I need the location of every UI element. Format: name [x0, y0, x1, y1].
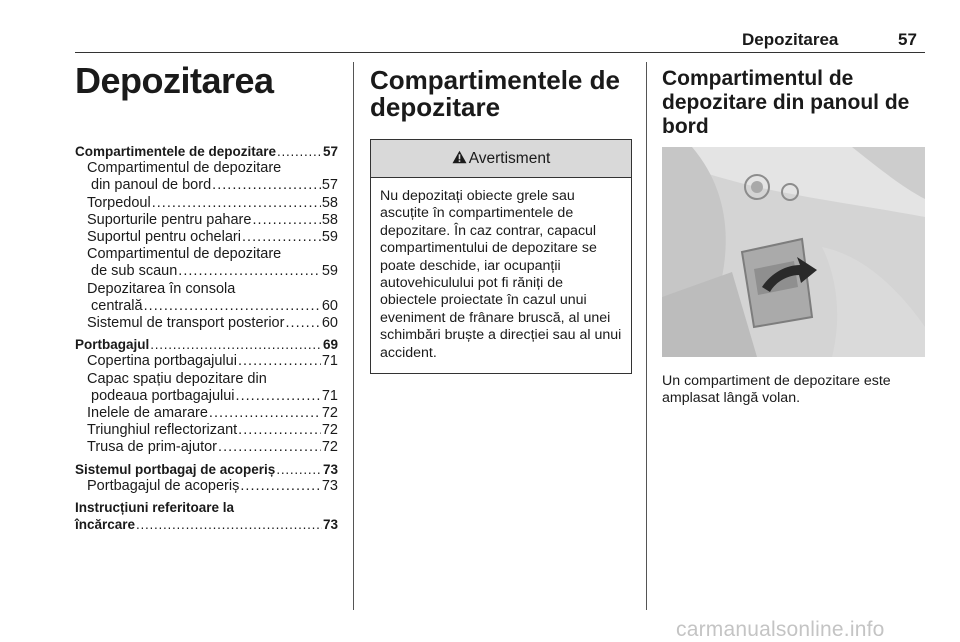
toc-page-number: 72: [321, 439, 338, 456]
toc-dot-leader: [242, 229, 321, 246]
page-number: 57: [898, 30, 917, 49]
column-divider-right: [646, 62, 647, 610]
toc-page-number: 59: [321, 263, 338, 280]
toc-page-number: 69: [322, 337, 338, 353]
toc-entry-text: Sistemul de transport posterior: [87, 315, 285, 332]
toc-dot-leader: [277, 143, 322, 160]
toc-entry[interactable]: [75, 281, 338, 298]
toc-page-number: 58: [321, 194, 338, 211]
toc-entry[interactable]: [75, 212, 338, 229]
toc-entry[interactable]: [75, 315, 338, 332]
toc-dot-leader: [150, 336, 322, 353]
toc-entry-text: Instrucțiuni referitoare la: [75, 500, 235, 516]
toc-dot-leader: [218, 439, 321, 456]
toc-page-number: 57: [322, 144, 338, 159]
toc-entry[interactable]: [75, 422, 338, 439]
toc-page-number: 71: [321, 387, 338, 404]
toc-dot-leader: [212, 177, 321, 194]
toc-entry[interactable]: [75, 263, 338, 280]
toc-entry[interactable]: [75, 371, 338, 388]
toc-entry[interactable]: [75, 195, 338, 212]
toc-entry-text: Torpedoul: [87, 194, 151, 211]
toc-chapter-entry[interactable]: [75, 499, 338, 516]
toc-entry-text: Triunghiul reflectorizant: [87, 422, 238, 439]
warning-box: [370, 139, 632, 374]
toc-chapter-entry[interactable]: [75, 461, 338, 478]
toc-page-number: 58: [321, 211, 338, 228]
toc-entry-text: Compartimentul de depozitare: [87, 160, 282, 177]
toc-entry[interactable]: [75, 478, 338, 495]
toc-entry[interactable]: [75, 298, 338, 315]
toc-dot-leader: [178, 263, 321, 280]
toc-entry[interactable]: [75, 160, 338, 177]
toc-dot-leader: [252, 212, 320, 229]
toc-page-number: 59: [321, 229, 338, 246]
toc-entry-text: Depozitarea în consola: [87, 280, 236, 297]
toc-entry-text: Copertina portbagajului: [87, 353, 237, 370]
toc-dot-leader: [238, 353, 321, 370]
chapter-title: Depozitarea: [75, 60, 274, 101]
toc-dot-leader: [209, 405, 321, 422]
toc-dot-leader: [136, 516, 322, 533]
toc-dot-leader: [144, 298, 321, 315]
toc-page-number: 72: [321, 405, 338, 422]
toc-entry-text: centrală: [91, 297, 143, 314]
toc-page-number: 71: [321, 353, 338, 370]
toc-entry-text: Suportul pentru ochelari: [87, 229, 241, 246]
toc-page-number: 73: [322, 517, 338, 533]
toc-entry[interactable]: [75, 246, 338, 263]
subsection-title: Compartimentul de depozitare din panoul de bord: [662, 67, 910, 138]
photo-caption: Un compartiment de depozitare este amplasat lângă volan.: [662, 373, 891, 407]
toc-entry-text: Compartimentul de depozitare: [87, 246, 282, 263]
toc-entry-text: Trusa de prim-ajutor: [87, 439, 218, 456]
toc-entry-text: Portbagajul de acoperiș: [87, 477, 240, 494]
section-title: Compartimentele de depozitare: [370, 65, 620, 122]
warning-header: [371, 140, 631, 178]
toc-entry-text: Sistemul portbagaj de acoperiș: [75, 461, 276, 477]
table-of-contents: [75, 143, 338, 533]
toc-chapter-entry[interactable]: [75, 516, 338, 533]
toc-entry-text: Capac spațiu depozitare din: [87, 370, 267, 387]
toc-chapter-entry[interactable]: [75, 336, 338, 353]
column-divider-left: [353, 62, 354, 610]
toc-dot-leader: [236, 388, 321, 405]
toc-page-number: 60: [321, 297, 338, 314]
toc-entry-text: din panoul de bord: [91, 177, 212, 194]
toc-entry[interactable]: [75, 388, 338, 405]
toc-entry-text: podeaua portbagajului: [91, 387, 235, 404]
toc-chapter-entry[interactable]: [75, 143, 338, 160]
running-header-title: Depozitarea: [742, 30, 839, 49]
toc-page-number: 73: [321, 477, 338, 494]
toc-entry-text: Inelele de amarare: [87, 405, 208, 422]
toc-page-number: 57: [321, 177, 338, 194]
toc-dot-leader: [285, 315, 320, 332]
watermark: carmanualsonline.info: [676, 618, 885, 641]
toc-entry-text: Suporturile pentru pahare: [87, 211, 252, 228]
toc-entry[interactable]: [75, 353, 338, 370]
toc-entry[interactable]: [75, 439, 338, 456]
toc-entry-text: încărcare: [75, 517, 136, 533]
warning-triangle-icon: [452, 150, 467, 168]
toc-entry[interactable]: [75, 177, 338, 194]
toc-entry-text: de sub scaun: [91, 263, 178, 280]
toc-dot-leader: [152, 195, 321, 212]
warning-text: Nu depozitați obiecte grele sau ascuțite în compartimentele de depozitare. În caz contrar, capacul compartimentului de depozitare se poate deschide, iar ocupanții autovehiculului pot fi răniți de obiectele proiectate în cazul unui eveniment de frânare bruscă, al unei schimbări bruște a direcției sau al unui accident.: [380, 188, 622, 361]
toc-entry-text: Portbagajul: [75, 337, 150, 353]
toc-page-number: 72: [321, 422, 338, 439]
toc-entry-text: Compartimentele de depozitare: [75, 144, 277, 159]
toc-page-number: 73: [322, 461, 338, 477]
header-rule: [75, 52, 925, 53]
toc-entry[interactable]: [75, 405, 338, 422]
toc-dot-leader: [238, 422, 321, 439]
toc-dot-leader: [240, 478, 321, 495]
toc-dot-leader: [276, 461, 322, 478]
toc-entry[interactable]: [75, 229, 338, 246]
warning-title: Avertisment: [468, 149, 551, 167]
storage-compartment-photo: [662, 147, 925, 357]
toc-page-number: 60: [321, 315, 338, 332]
